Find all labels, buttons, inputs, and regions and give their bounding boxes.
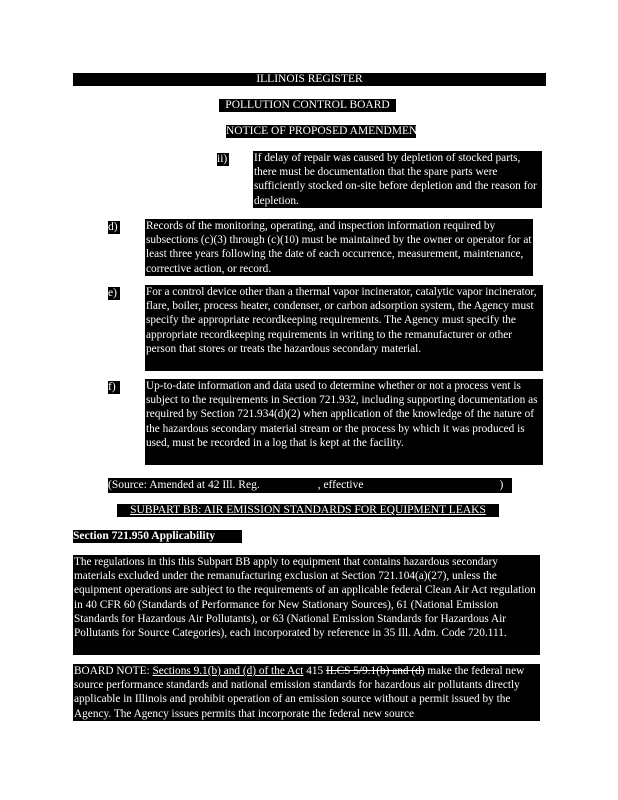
item-d-text: Records of the monitoring, operating, and inspection information required by subsections (c)(3) through (c)(10) must be maintained by the owner or operator for at least three years following the date of each occurrence, measurement, maintenance, corrective action, or record.	[146, 220, 532, 275]
board-note-inserted: Sections 9.1(b) and (d) of the Act	[152, 665, 304, 677]
board-note-label: BOARD NOTE:	[74, 665, 150, 677]
register-header: ILLINOIS REGISTER	[73, 73, 546, 86]
item-ii-label: ii)	[217, 153, 228, 165]
board-name: POLLUTION CONTROL BOARD	[219, 99, 396, 112]
board-note-rest: make the federal new source performance standards and national emission standards for hazardous air pollutants directly applicable in Illinois and prohibit operation of an emission source without a permit issued by the Agency. The Agency issues permits that incorporate the federal new source	[74, 665, 525, 720]
board-note	[73, 664, 540, 721]
item-d-label: d)	[108, 221, 120, 234]
item-ii-text: If delay of repair was caused by depletion of stocked parts, there must be documentation that the spare parts were sufficiently stocked on-site before depletion and the reason for depletion.	[253, 151, 542, 208]
item-f-label: f)	[108, 381, 120, 394]
item-f-text: Up-to-date information and data used to determine whether or not a process vent is subject to the requirements in Section 721.932, including supporting documentation as required by Section 721.934(d)(2) when application of the knowledge of the nature of the hazardous secondary material stream or the process by which it was produced is used, must be recorded in a log that is kept at the facility.	[145, 379, 543, 465]
subpart-title: SUBPART BB: AIR EMISSION STANDARDS FOR EQUIPMENT LEAKS	[117, 504, 499, 517]
board-note-act-ref: 415	[306, 665, 324, 677]
notice-title: NOTICE OF PROPOSED AMENDMENTS	[226, 125, 431, 137]
source-effective: , effective	[317, 479, 364, 491]
item-e-label: e)	[108, 287, 120, 300]
board-note-deleted: ILCS 5/9.1(b) and (d)	[325, 665, 425, 677]
source-note	[108, 478, 512, 493]
item-e-text: For a control device other than a thermal vapor incinerator, catalytic vapor incinerator, flare, boiler, process heater, condenser, or carbon adsorption system, the Agency must specify the appropriate recordkeeping requirements. The Agency must specify the appropriate recordkeeping requirements in writing to the remanufacturer or other person that stores or treats the hazardous secondary material.	[145, 285, 543, 371]
source-prefix: (Source: Amended at 42 Ill. Reg.	[108, 479, 260, 491]
section-body: The regulations in this this Subpart BB apply to equipment that contains hazardous secondary materials excluded under the remanufacturing exclusion at Section 721.104(a)(27), unless the equipment operations are subject to the requirements of an applicable federal Clean Air Act regulation in 40 CFR 60 (Standards of Performance for New Stationary Sources), 61 (National Emission Standards for Hazardous Air Pollutants), or 63 (National Emission Standards for Hazardous Air Pollutants for Source Categories), each incorporated by reference in 35 Ill. Adm. Code 720.111.	[73, 555, 540, 655]
section-heading: Section 721.950 Applicability	[73, 530, 242, 543]
source-suffix: )	[499, 479, 504, 491]
